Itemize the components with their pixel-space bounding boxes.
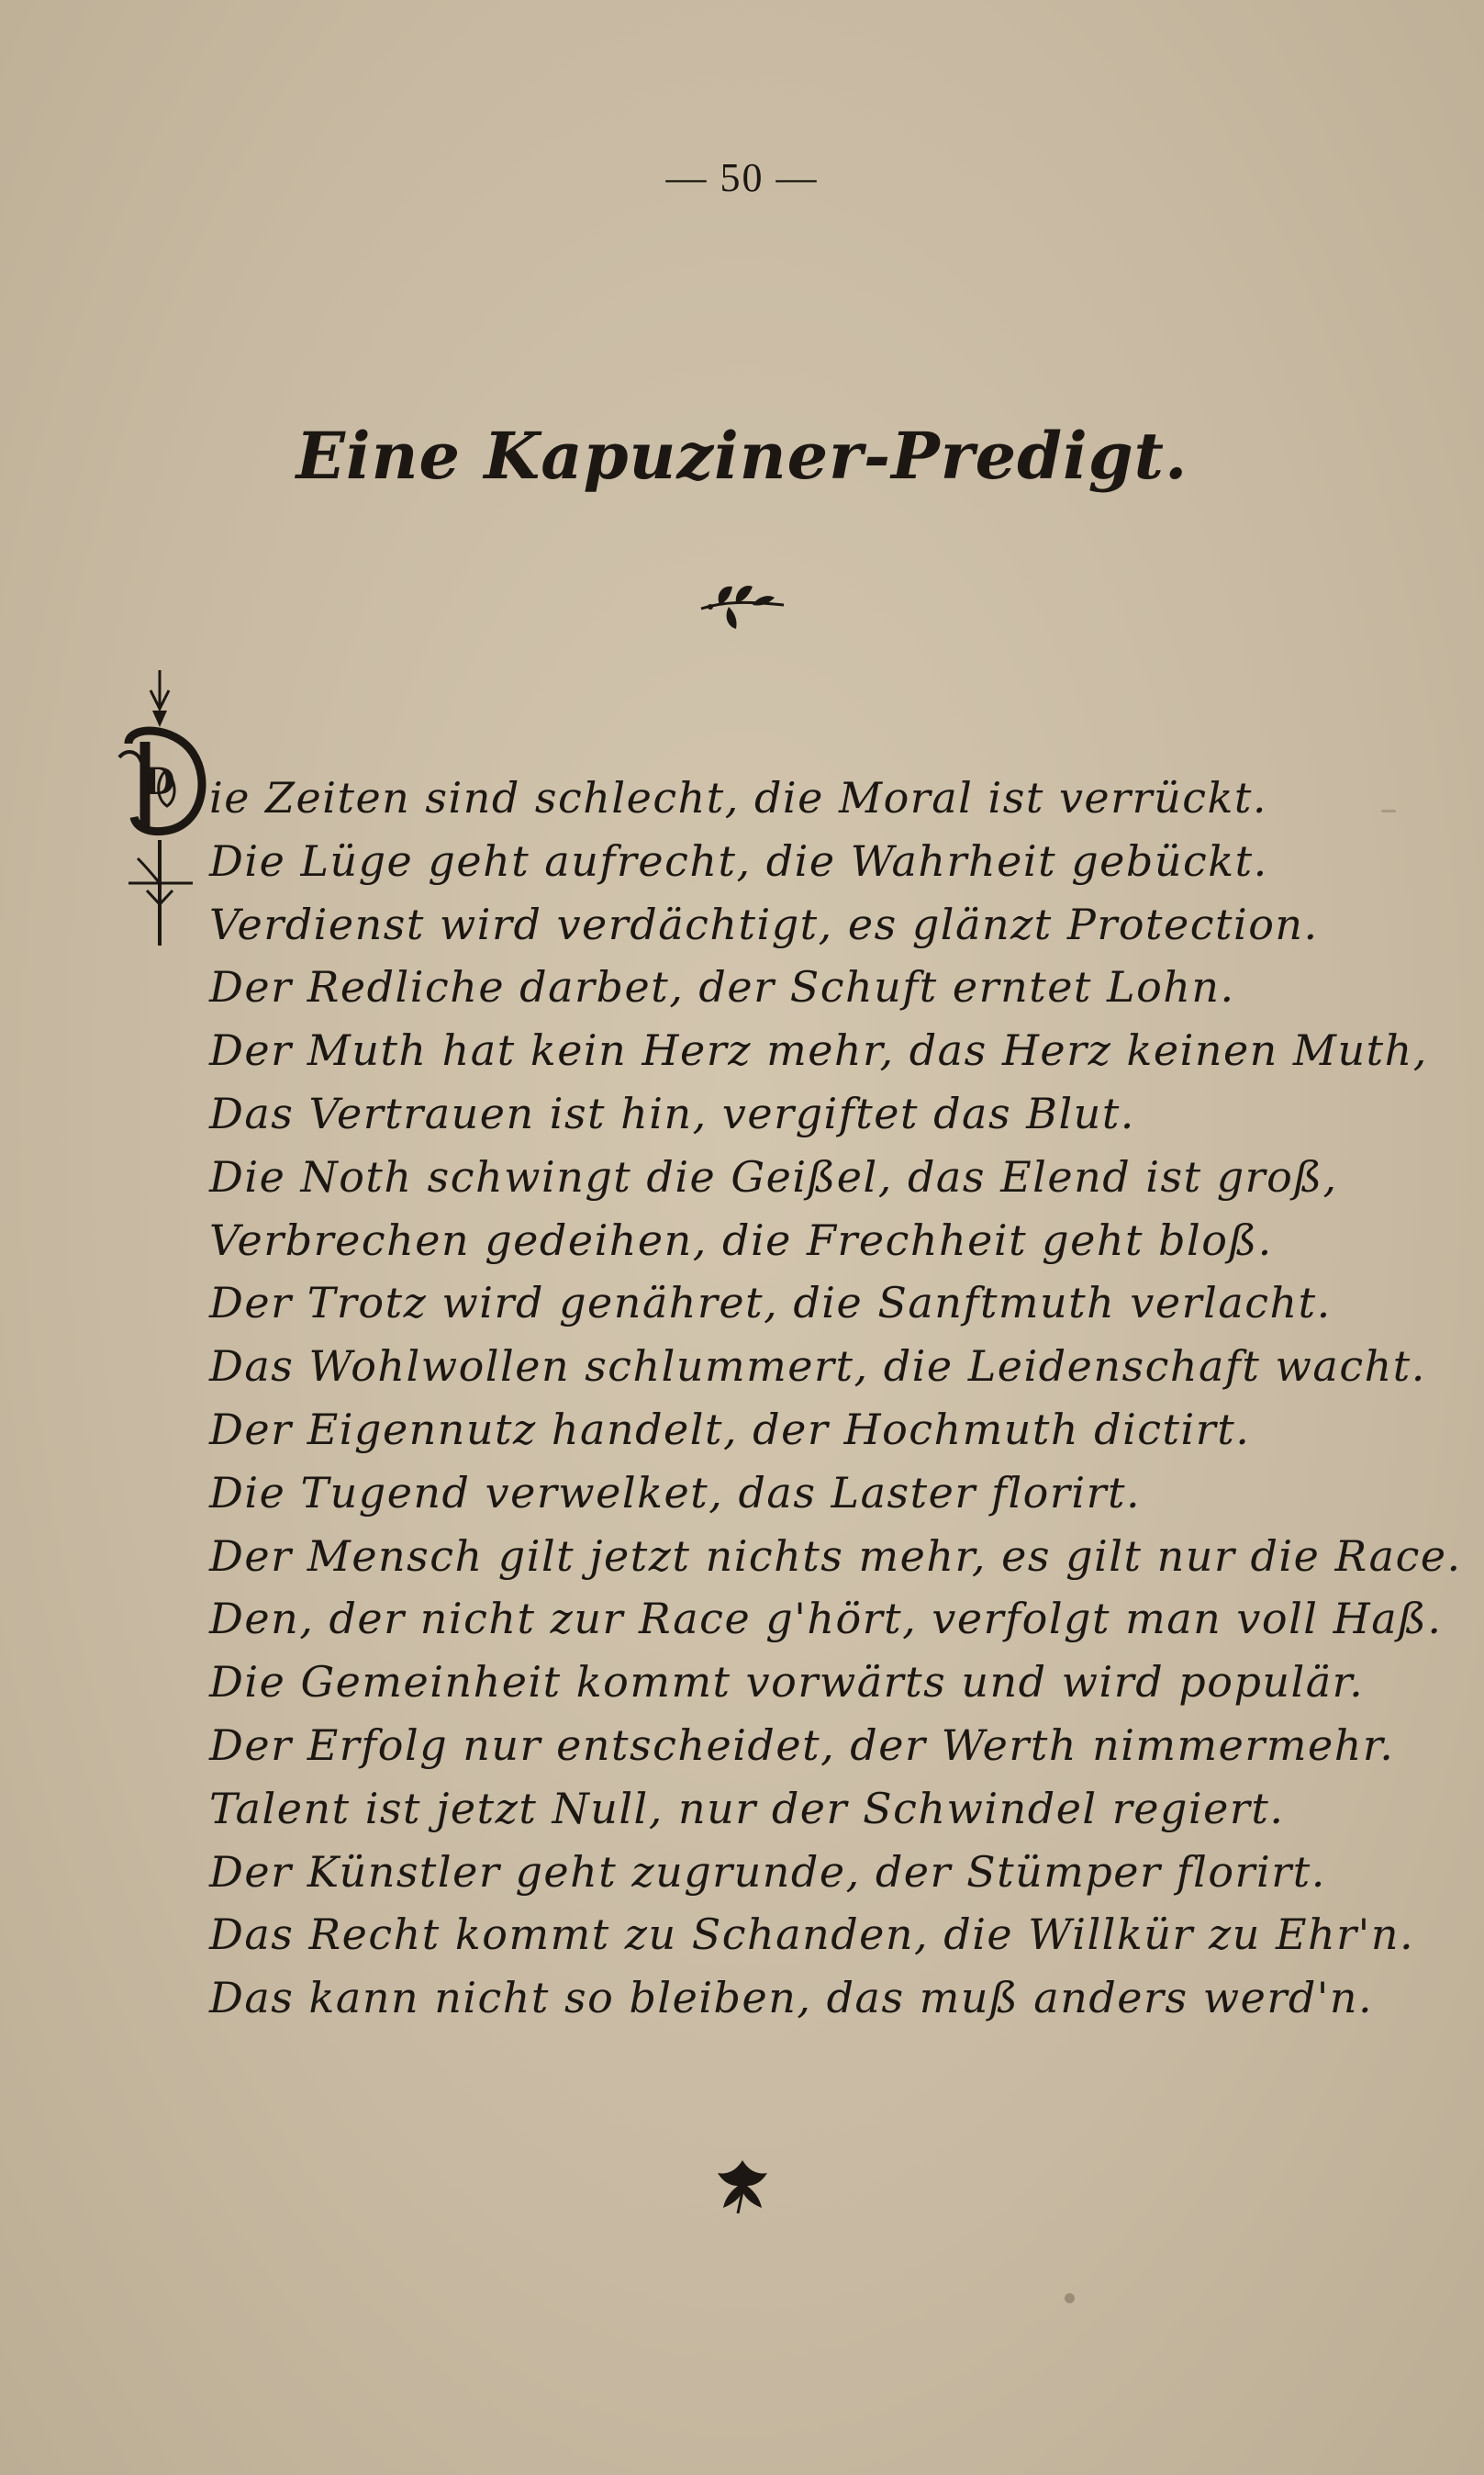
poem-line: Der Trotz wird genähret, die Sanftmuth verlacht. (209, 1278, 1332, 1328)
poem-line: Die Tugend verwelket, das Laster florirt. (209, 1467, 1142, 1517)
poem-line: Das Wohlwollen schlummert, die Leidenschaft wacht. (209, 1341, 1426, 1392)
paper-spot (1381, 810, 1396, 812)
poem-line: Das Recht kommt zu Schanden, die Willkür zu Ehr'n. (209, 1909, 1415, 1960)
poem-line: Talent ist jetzt Null, nur der Schwindel regiert. (209, 1783, 1285, 1833)
poem-line: Die Noth schwingt die Geißel, das Elend ist groß, (209, 1151, 1338, 1202)
poem-line: Das Vertrauen ist hin, vergiftet das Blut. (209, 1088, 1135, 1138)
leaf-tailpiece-ornament-icon (0, 2153, 1484, 2221)
page-number: — 50 — (665, 155, 819, 200)
poem-line: Der Redliche darbet, der Schuft erntet Lohn. (209, 962, 1235, 1013)
poem-line: Der Künstler geht zugrunde, der Stümper florirt. (209, 1846, 1326, 1897)
poem-line: Der Muth hat kein Herz mehr, das Herz keinen Muth, (209, 1025, 1428, 1076)
poem-line: ie Zeiten sind schlecht, die Moral ist verrückt. (209, 773, 1267, 823)
paper-spot (1065, 2293, 1075, 2303)
poem-line: Der Mensch gilt jetzt nichts mehr, es gilt nur die Race. (209, 1530, 1462, 1581)
poem-line: Die Gemeinheit kommt vorwärts und wird populär. (209, 1657, 1365, 1708)
poem-line: Der Erfolg nur entscheidet, der Werth nimmermehr. (209, 1719, 1395, 1770)
poem-lines (209, 767, 1462, 2030)
poem-line: Die Lüge geht aufrecht, die Wahrheit gebückt. (209, 835, 1268, 886)
poem-line: Der Eigennutz handelt, der Hochmuth dictirt. (209, 1404, 1251, 1454)
leaf-sprig-ornament-icon (0, 574, 1484, 642)
poem-line: Den, der nicht zur Race g'hört, verfolgt man voll Haß. (209, 1594, 1443, 1644)
poem-title: Eine Kapuziner-Predigt. (296, 418, 1188, 494)
svg-text:D: D (143, 760, 175, 803)
poem-line: Das kann nicht so bleiben, das muß anders werd'n. (209, 1973, 1374, 2023)
poem-line: Verdienst wird verdächtigt, es glänzt Protection. (209, 899, 1319, 949)
poem-line: Verbrechen gedeihen, die Frechheit geht bloß. (209, 1215, 1273, 1265)
dropcap-D (110, 670, 220, 946)
